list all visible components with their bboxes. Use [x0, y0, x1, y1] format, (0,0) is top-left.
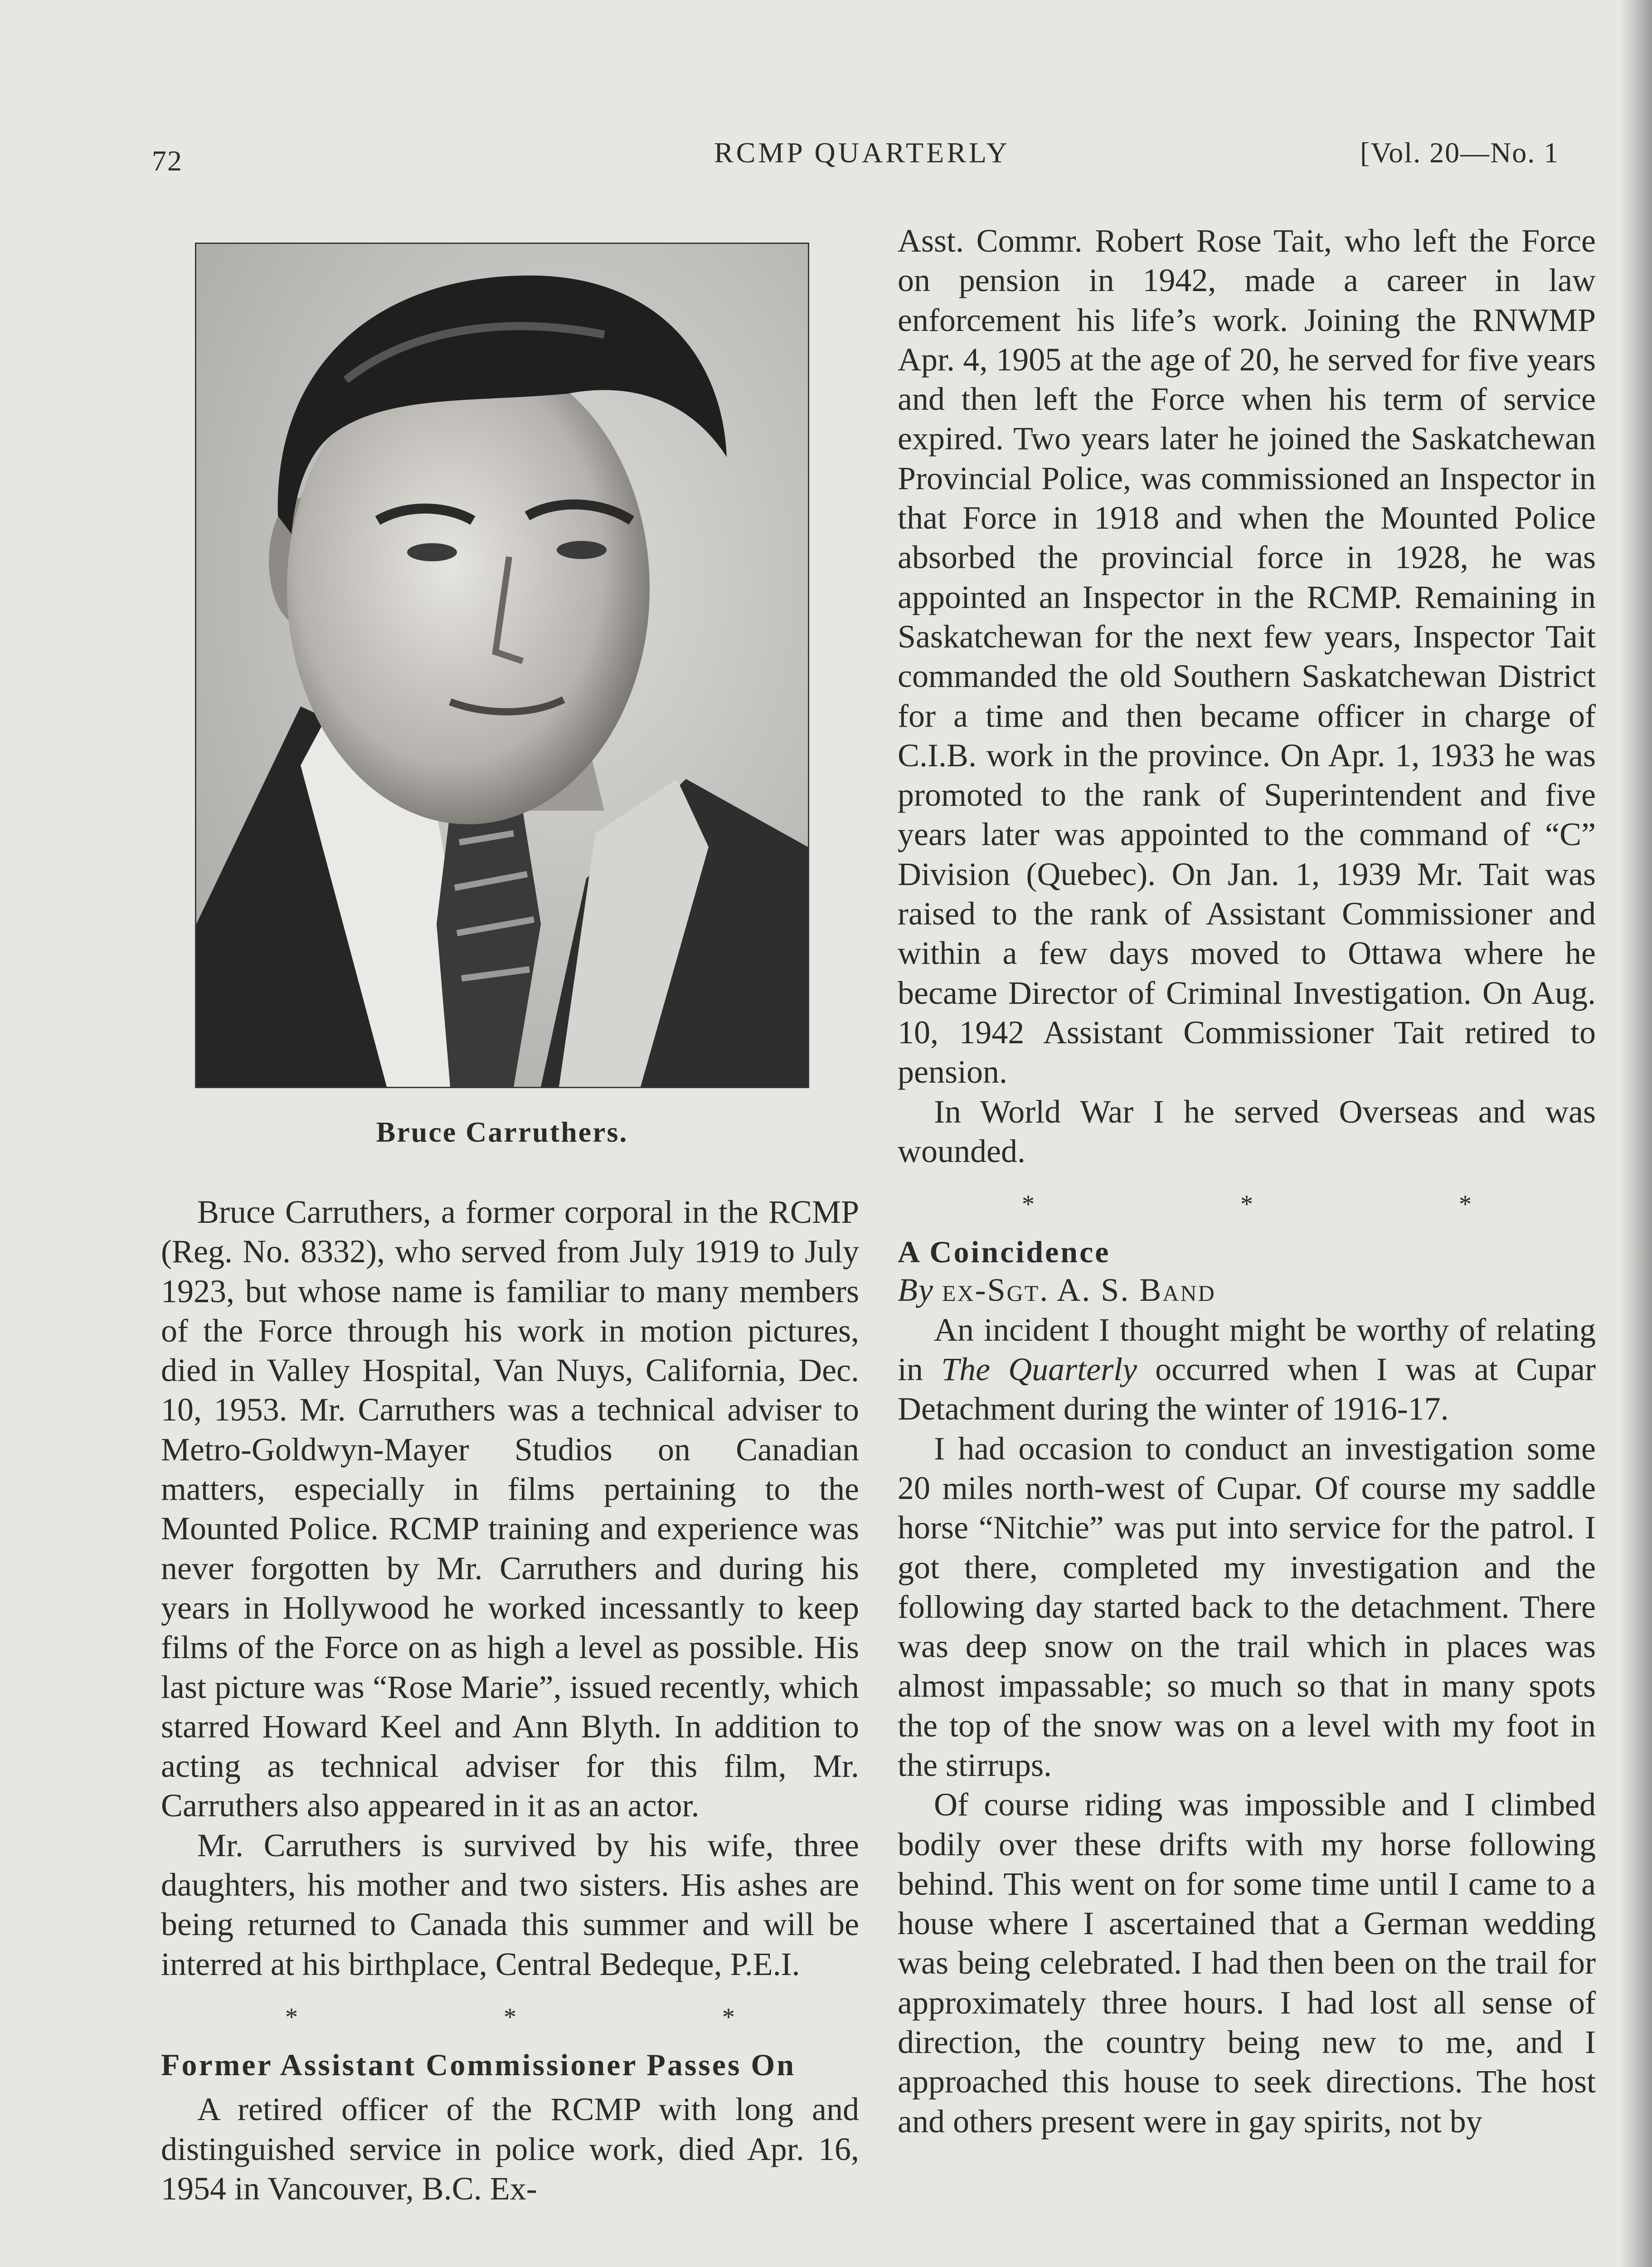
- portrait-photo: [195, 243, 809, 1088]
- journal-title: RCMP QUARTERLY: [714, 136, 1010, 169]
- coincidence-paragraph-2: I had occasion to conduct an investigation some 20 miles north-west of Cupar. Of course my saddle horse “Nitchie” was put into service for the patrol. I got there, completed my investigation and the following day started back to the detachment. There was deep snow on the trail which in places was almost impassable; so much so that in many spots the top of the snow was on a level with my foot in the stirrups.: [898, 1430, 1596, 1783]
- right-column: [898, 221, 1596, 2141]
- portrait-illustration: [196, 244, 808, 1087]
- coincidence-byline: [898, 1270, 1596, 1310]
- coincidence-paragraph-3: Of course riding was impossible and I climbed bodily over these drifts with my horse following behind. This went on for some time until I came to a house where I ascertained that a German wedding was being celebrated. I had then been on the trail for approximately three hours. I had lost all sense of direction, the country being new to me, and I approached this house to seek directions. The host and others present were in gay spirits, not by: [898, 1786, 1596, 2140]
- carruthers-paragraph-2: Mr. Carruthers is survived by his wife, three daughters, his mother and two sisters. His ashes are being returned to Canada this summer and will be interred at his birthplace, Central Bedeque, P.E.I.: [161, 1827, 859, 1982]
- section-separator: * * *: [285, 2003, 835, 2031]
- page-number: 72: [152, 145, 183, 177]
- volume-info: [Vol. 20—No. 1: [1360, 136, 1560, 169]
- tait-heading: Former Assistant Commissioner Passes On: [161, 2048, 796, 2082]
- journal-italic-title: The Quarterly: [941, 1351, 1137, 1388]
- tait-paragraph-1-start: A retired officer of the RCMP with long and distinguished service in police work, died Apr. 16, 1954 in Vancouver, B.C. Ex-: [161, 2091, 859, 2207]
- carruthers-paragraph-1: Bruce Carruthers, a former corporal in the RCMP (Reg. No. 8332), who served from July 1919 to July 1923, but whose name is familiar to many members of the Force through his work in motion pictures, died in Valley Hospital, Van Nuys, California, Dec. 10, 1953. Mr. Carruthers was a technical adviser to Metro-Goldwyn-Mayer Studios on Canadian matters, especially in films pertaining to the Mounted Police. RCMP training and experience was never forgotten by Mr. Carruthers and during his years in Hollywood he worked incessantly to keep films of the Force on as high a level as possible. His last picture was “Rose Marie”, issued recently, which starred Howard Keel and Ann Blyth. In addition to acting as technical adviser for this film, Mr. Carruthers also appeared in it as an actor.: [161, 1194, 859, 1824]
- coincidence-p1-part-b: occurred when I was at Cupar Detachment during the winter of 1916-17.: [898, 1351, 1596, 1427]
- byline-prefix: By: [898, 1272, 934, 1309]
- section-separator-2: * * *: [1022, 1190, 1571, 1219]
- photo-caption: Bruce Carruthers.: [376, 1116, 628, 1148]
- left-column: [161, 1192, 859, 2209]
- coincidence-paragraph-1: [898, 1310, 1596, 1429]
- tait-paragraph-2: In World War I he served Overseas and was wounded.: [898, 1093, 1596, 1169]
- page-edge-shadow: [1620, 0, 1652, 2267]
- tait-paragraph-1-continued: Asst. Commr. Robert Rose Tait, who left the Force on pension in 1942, made a career in law enforcement his life’s work. Joining the RNWMP Apr. 4, 1905 at the age of 20, he served for five years and then left the Force when his term of service expired. Two years later he joined the Saskatchewan Provincial Police, was commissioned an Inspector in that Force in 1918 and when the Mounted Police absorbed the provincial force in 1928, he was appointed an Inspector in the RCMP. Remaining in Saskatchewan for the next few years, Inspector Tait commanded the old Southern Saskatchewan District for a time and then became officer in charge of C.I.B. work in the province. On Apr. 1, 1933 he was promoted to the rank of Superintendent and five years later was appointed to the command of “C” Division (Quebec). On Jan. 1, 1939 Mr. Tait was raised to the rank of Assistant Commissioner and within a few days moved to Ottawa where he became Director of Criminal Investigation. On Aug. 10, 1942 Assistant Commissioner Tait retired to pension.: [898, 223, 1596, 1090]
- byline-author: ex-Sgt. A. S. Band: [942, 1272, 1216, 1309]
- coincidence-p1-part-a: An incident I thought might be worthy of relating in: [898, 1311, 1596, 1388]
- coincidence-heading: A Coincidence: [898, 1235, 1111, 1270]
